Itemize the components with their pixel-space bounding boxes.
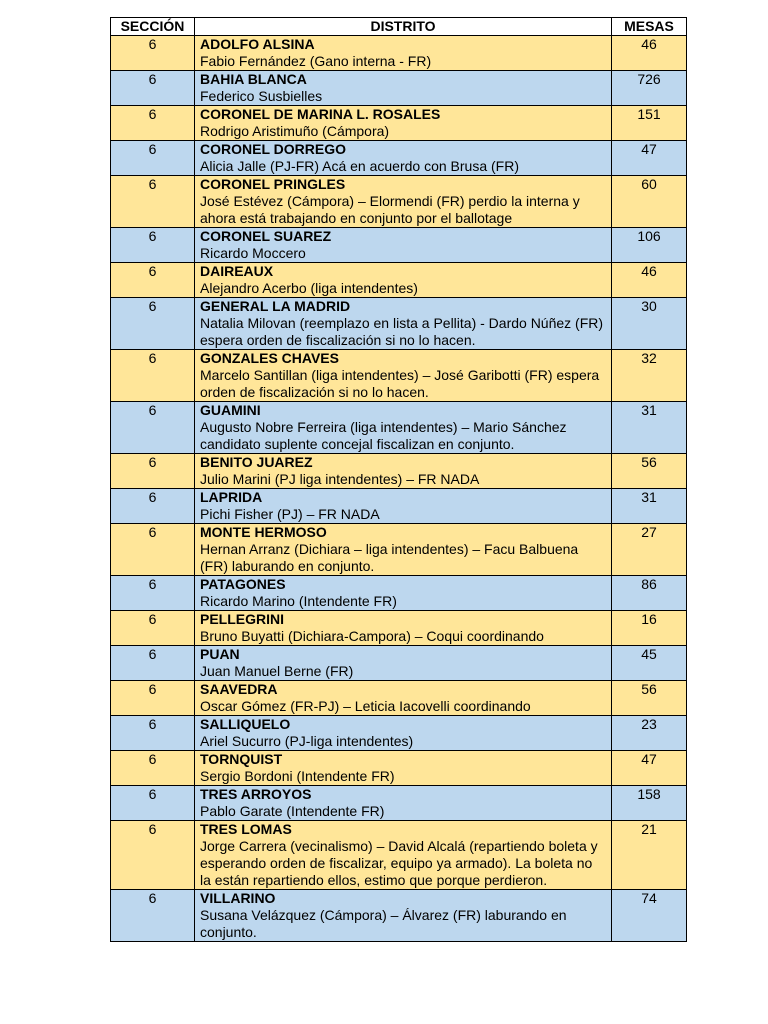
- table-row: [111, 681, 687, 716]
- district-name: VILLARINO: [200, 890, 276, 906]
- district-name: CORONEL DORREGO: [200, 141, 346, 157]
- district-note: Marcelo Santillan (liga intendentes) – José Garibotti (FR) espera orden de fiscalización si no lo hacen.: [200, 367, 600, 400]
- distrito-cell: [195, 646, 612, 681]
- table-row: [111, 646, 687, 681]
- mesas-cell: 86: [612, 576, 687, 611]
- table-body: [111, 36, 687, 942]
- seccion-cell: 6: [111, 176, 195, 228]
- table-row: [111, 716, 687, 751]
- district-note: Hernan Arranz (Dichiara – liga intendentes) – Facu Balbuena (FR) laburando en conjunto.: [200, 541, 579, 574]
- seccion-cell: 6: [111, 611, 195, 646]
- table-row: [111, 298, 687, 350]
- seccion-cell: 6: [111, 106, 195, 141]
- mesas-cell: 56: [612, 454, 687, 489]
- table-row: [111, 890, 687, 942]
- mesas-cell: 23: [612, 716, 687, 751]
- district-note: Pichi Fisher (PJ) – FR NADA: [200, 506, 380, 522]
- mesas-cell: 46: [612, 36, 687, 71]
- district-note: Oscar Gómez (FR-PJ) – Leticia Iacovelli coordinando: [200, 698, 531, 714]
- distrito-cell: [195, 821, 612, 890]
- distrito-cell: [195, 350, 612, 402]
- seccion-cell: 6: [111, 821, 195, 890]
- mesas-cell: 56: [612, 681, 687, 716]
- district-name: PELLEGRINI: [200, 611, 285, 627]
- distrito-cell: [195, 263, 612, 298]
- district-name: ADOLFO ALSINA: [200, 36, 315, 52]
- district-note: Federico Susbielles: [200, 88, 323, 104]
- district-name: TORNQUIST: [200, 751, 283, 767]
- district-name: TRES ARROYOS: [200, 786, 312, 802]
- district-note: Fabio Fernández (Gano interna - FR): [200, 53, 432, 69]
- table-row: [111, 524, 687, 576]
- table-row: [111, 402, 687, 454]
- district-table: [110, 17, 687, 942]
- district-note: José Estévez (Cámpora) – Elormendi (FR) perdio la interna y ahora está trabajando en conjunto por el ballotage: [200, 193, 580, 226]
- seccion-cell: 6: [111, 489, 195, 524]
- mesas-cell: 46: [612, 263, 687, 298]
- table-row: [111, 454, 687, 489]
- district-note: Sergio Bordoni (Intendente FR): [200, 768, 395, 784]
- header-row: [111, 18, 687, 36]
- distrito-cell: [195, 71, 612, 106]
- district-note: Augusto Nobre Ferreira (liga intendentes) – Mario Sánchez candidato suplente concejal fiscalizan en conjunto.: [200, 419, 567, 452]
- mesas-cell: 30: [612, 298, 687, 350]
- seccion-cell: 6: [111, 298, 195, 350]
- district-note: Alicia Jalle (PJ-FR) Acá en acuerdo con Brusa (FR): [200, 158, 519, 174]
- district-note: Ricardo Marino (Intendente FR): [200, 593, 397, 609]
- mesas-cell: 21: [612, 821, 687, 890]
- mesas-cell: 158: [612, 786, 687, 821]
- district-note: Ariel Sucurro (PJ-liga intendentes): [200, 733, 414, 749]
- district-note: Ricardo Moccero: [200, 245, 306, 261]
- table-row: [111, 176, 687, 228]
- district-note: Rodrigo Aristimuño (Cámpora): [200, 123, 390, 139]
- header-mesas: MESAS: [612, 18, 687, 36]
- distrito-cell: [195, 524, 612, 576]
- distrito-cell: [195, 106, 612, 141]
- distrito-cell: [195, 298, 612, 350]
- header-distrito: DISTRITO: [195, 18, 612, 36]
- mesas-cell: 31: [612, 489, 687, 524]
- district-name: PATAGONES: [200, 576, 286, 592]
- mesas-cell: 60: [612, 176, 687, 228]
- table-row: [111, 228, 687, 263]
- district-name: MONTE HERMOSO: [200, 524, 327, 540]
- district-note: Alejandro Acerbo (liga intendentes): [200, 280, 418, 296]
- table-row: [111, 821, 687, 890]
- seccion-cell: 6: [111, 141, 195, 176]
- distrito-cell: [195, 141, 612, 176]
- distrito-cell: [195, 611, 612, 646]
- distrito-cell: [195, 786, 612, 821]
- table-row: [111, 611, 687, 646]
- seccion-cell: 6: [111, 454, 195, 489]
- district-name: BENITO JUAREZ: [200, 454, 313, 470]
- mesas-cell: 27: [612, 524, 687, 576]
- seccion-cell: 6: [111, 524, 195, 576]
- table-row: [111, 141, 687, 176]
- seccion-cell: 6: [111, 786, 195, 821]
- district-name: CORONEL PRINGLES: [200, 176, 346, 192]
- district-name: TRES LOMAS: [200, 821, 292, 837]
- district-name: GENERAL LA MADRID: [200, 298, 351, 314]
- district-name: CORONEL SUAREZ: [200, 228, 332, 244]
- distrito-cell: [195, 890, 612, 942]
- mesas-cell: 106: [612, 228, 687, 263]
- mesas-cell: 726: [612, 71, 687, 106]
- table-row: [111, 576, 687, 611]
- district-note: Juan Manuel Berne (FR): [200, 663, 354, 679]
- distrito-cell: [195, 489, 612, 524]
- seccion-cell: 6: [111, 751, 195, 786]
- seccion-cell: 6: [111, 716, 195, 751]
- distrito-cell: [195, 176, 612, 228]
- table-row: [111, 263, 687, 298]
- district-note: Natalia Milovan (reemplazo en lista a Pellita) - Dardo Núñez (FR) espera orden de fiscalización si no lo hacen.: [200, 315, 604, 348]
- mesas-cell: 151: [612, 106, 687, 141]
- district-name: LAPRIDA: [200, 489, 263, 505]
- seccion-cell: 6: [111, 646, 195, 681]
- table-row: [111, 106, 687, 141]
- district-note: Susana Velázquez (Cámpora) – Álvarez (FR) laburando en conjunto.: [200, 907, 567, 940]
- seccion-cell: 6: [111, 402, 195, 454]
- mesas-cell: 47: [612, 141, 687, 176]
- mesas-cell: 47: [612, 751, 687, 786]
- seccion-cell: 6: [111, 36, 195, 71]
- seccion-cell: 6: [111, 350, 195, 402]
- seccion-cell: 6: [111, 228, 195, 263]
- district-note: Pablo Garate (Intendente FR): [200, 803, 385, 819]
- district-name: GONZALES CHAVES: [200, 350, 339, 366]
- table-row: [111, 36, 687, 71]
- distrito-cell: [195, 576, 612, 611]
- district-note: Bruno Buyatti (Dichiara-Campora) – Coqui coordinando: [200, 628, 544, 644]
- district-name: CORONEL DE MARINA L. ROSALES: [200, 106, 441, 122]
- distrito-cell: [195, 454, 612, 489]
- district-name: BAHIA BLANCA: [200, 71, 307, 87]
- district-name: SALLIQUELO: [200, 716, 291, 732]
- district-name: PUAN: [200, 646, 240, 662]
- mesas-cell: 45: [612, 646, 687, 681]
- distrito-cell: [195, 228, 612, 263]
- table-row: [111, 350, 687, 402]
- table-row: [111, 786, 687, 821]
- mesas-cell: 16: [612, 611, 687, 646]
- distrito-cell: [195, 36, 612, 71]
- mesas-cell: 31: [612, 402, 687, 454]
- district-name: DAIREAUX: [200, 263, 274, 279]
- seccion-cell: 6: [111, 890, 195, 942]
- distrito-cell: [195, 716, 612, 751]
- table-row: [111, 751, 687, 786]
- table-row: [111, 71, 687, 106]
- distrito-cell: [195, 402, 612, 454]
- seccion-cell: 6: [111, 576, 195, 611]
- seccion-cell: 6: [111, 681, 195, 716]
- table-row: [111, 489, 687, 524]
- distrito-cell: [195, 751, 612, 786]
- mesas-cell: 74: [612, 890, 687, 942]
- header-seccion: SECCIÓN: [111, 18, 195, 36]
- district-note: Julio Marini (PJ liga intendentes) – FR NADA: [200, 471, 480, 487]
- district-note: Jorge Carrera (vecinalismo) – David Alcalá (repartiendo boleta y esperando orden de fiscalizar, equipo ya armado). La boleta no la están repartiendo ellos, estimo que porque perdieron.: [200, 838, 598, 888]
- seccion-cell: 6: [111, 263, 195, 298]
- district-name: GUAMINI: [200, 402, 261, 418]
- distrito-cell: [195, 681, 612, 716]
- mesas-cell: 32: [612, 350, 687, 402]
- district-name: SAAVEDRA: [200, 681, 278, 697]
- seccion-cell: 6: [111, 71, 195, 106]
